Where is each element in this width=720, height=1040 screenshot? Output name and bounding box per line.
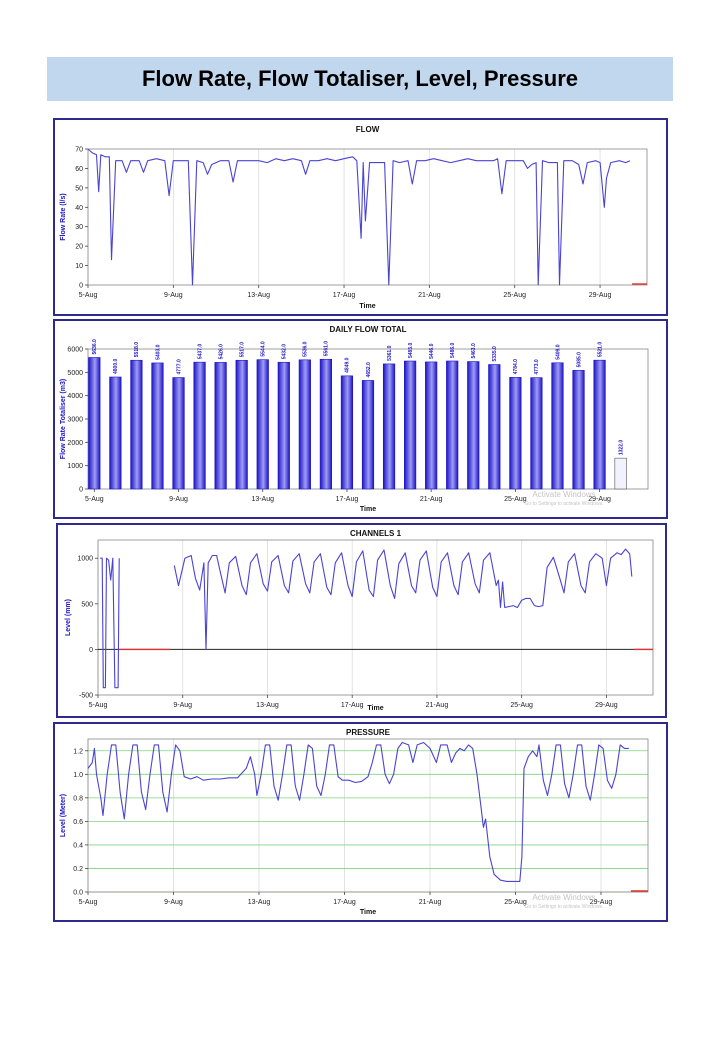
watermark-line1: Activate Windows <box>532 490 596 499</box>
x-tick-label: 17-Aug <box>340 702 364 709</box>
bar-data-label: 5463.0 <box>471 343 478 359</box>
daily-flow-total-chart-panel <box>53 319 668 519</box>
series-line <box>88 743 629 882</box>
bar <box>173 378 185 489</box>
bar-data-label: 5403.0 <box>155 344 162 360</box>
chart-title: FLOW <box>355 125 380 134</box>
y-tick-label: 20 <box>75 243 83 251</box>
x-axis-label: Time <box>367 705 384 712</box>
bar-data-label: 4773.0 <box>534 359 541 375</box>
x-axis-label: Time <box>359 506 377 513</box>
bar <box>362 380 374 489</box>
bar <box>194 362 206 489</box>
bar-data-label: 4784.0 <box>513 359 520 375</box>
y-tick-label: 500 <box>81 601 93 609</box>
x-tick-label: 25-Aug <box>504 496 527 503</box>
bar <box>531 378 543 489</box>
bar <box>257 360 269 489</box>
watermark-line1: Activate Windows <box>532 893 596 902</box>
bar-data-label: 5085.0 <box>576 352 583 368</box>
bar-data-label: 5432.0 <box>281 343 288 360</box>
bar-data-label: 5517.0 <box>239 341 246 358</box>
page-title-banner <box>47 57 673 101</box>
y-tick-label: 0 <box>89 646 93 654</box>
chart-title: PRESSURE <box>345 728 391 737</box>
daily-flow-total-chart <box>55 321 666 517</box>
x-tick-label: 17-Aug <box>333 899 356 906</box>
bar <box>489 365 501 489</box>
x-tick-label: 9-Aug <box>163 292 183 299</box>
bar <box>89 357 101 489</box>
y-tick-label: 50 <box>75 185 83 193</box>
bar <box>404 361 416 489</box>
x-tick-label: 9-Aug <box>164 899 183 906</box>
bar-data-label: 4849.0 <box>344 357 351 373</box>
y-tick-label: 30 <box>75 224 83 232</box>
bar-data-label: 5561.0 <box>323 340 330 357</box>
y-tick-label: 1000 <box>67 463 83 471</box>
bar-data-label: 5361.0 <box>386 345 393 361</box>
x-tick-label: 17-Aug <box>335 496 359 503</box>
bar <box>320 359 332 489</box>
bar-data-label: 5518.0 <box>134 341 141 358</box>
x-tick-label: 25-Aug <box>503 292 527 299</box>
bar <box>594 360 606 489</box>
x-tick-label: 5-Aug <box>88 702 108 709</box>
bar-data-label: 1322.0 <box>618 439 625 456</box>
x-tick-label: 29-Aug <box>589 899 613 906</box>
bar <box>552 363 564 489</box>
y-tick-label: -500 <box>78 692 93 700</box>
y-tick-label: 1.0 <box>73 771 83 779</box>
bar <box>131 360 143 489</box>
x-tick-label: 13-Aug <box>247 899 271 906</box>
x-tick-label: 13-Aug <box>247 292 270 299</box>
y-tick-label: 0.0 <box>73 889 83 897</box>
watermark-line2: Go to Settings to activate Windows. <box>524 501 604 507</box>
channels-chart-panel <box>56 523 667 718</box>
y-tick-label: 60 <box>75 165 83 173</box>
x-tick-label: 25-Aug <box>510 702 533 709</box>
bar <box>467 362 479 489</box>
x-tick-label: 5-Aug <box>78 899 98 906</box>
bar <box>446 361 458 489</box>
series-line <box>88 149 630 285</box>
bar-data-label: 4800.0 <box>113 358 120 374</box>
y-tick-label: 10 <box>75 263 83 271</box>
y-tick-label: 1000 <box>77 555 93 563</box>
plot-area-frame <box>98 540 653 695</box>
flow-chart-panel <box>53 118 668 316</box>
y-tick-label: 0.8 <box>73 795 83 803</box>
x-tick-label: 9-Aug <box>173 702 193 709</box>
bar <box>110 377 122 489</box>
pressure-chart-panel <box>53 722 668 922</box>
bar <box>383 364 395 489</box>
bar <box>215 362 227 489</box>
channels-level-chart <box>58 525 665 716</box>
x-tick-label: 13-Aug <box>251 496 275 503</box>
y-tick-label: 1.2 <box>73 748 83 756</box>
bar-data-label: 5335.0 <box>492 346 499 362</box>
series-line <box>174 549 632 649</box>
bar <box>425 362 437 489</box>
y-tick-label: 4000 <box>67 393 83 401</box>
bar-data-label: 4777.0 <box>176 359 183 375</box>
bar <box>615 458 627 489</box>
y-axis-label: Level (mm) <box>65 599 72 636</box>
bar <box>573 370 585 489</box>
y-tick-label: 0.2 <box>73 865 83 873</box>
y-tick-label: 0 <box>79 486 83 494</box>
pressure-chart <box>55 724 666 920</box>
x-tick-label: 21-Aug <box>418 292 441 299</box>
y-tick-label: 0.4 <box>73 842 83 850</box>
x-tick-label: 21-Aug <box>419 496 443 503</box>
bar-data-label: 5409.0 <box>555 344 562 360</box>
y-tick-label: 6000 <box>67 346 83 354</box>
x-tick-label: 9-Aug <box>169 496 188 503</box>
bar <box>299 360 311 489</box>
bar <box>278 362 290 489</box>
x-tick-label: 13-Aug <box>256 702 279 709</box>
x-axis-label: Time <box>359 909 377 916</box>
y-tick-label: 0.6 <box>73 818 83 826</box>
bar-data-label: 5426.0 <box>218 344 225 360</box>
flow-chart <box>55 120 666 314</box>
bar-data-label: 5485.0 <box>407 342 414 359</box>
y-axis-label: Flow Rate (l/s) <box>60 193 67 241</box>
y-axis-label: Flow Rate Totaliser (m3) <box>60 378 67 460</box>
x-tick-label: 21-Aug <box>418 899 442 906</box>
x-tick-label: 21-Aug <box>425 702 449 709</box>
plot-area-frame <box>88 739 648 892</box>
bar <box>152 363 164 489</box>
bar-data-label: 5446.0 <box>428 343 435 359</box>
x-tick-label: 17-Aug <box>332 292 356 299</box>
x-tick-label: 29-Aug <box>588 496 611 503</box>
bar <box>341 376 353 489</box>
watermark-line2: Go to Settings to activate Windows. <box>524 904 604 910</box>
page-title: Flow Rate, Flow Totaliser, Level, Pressure <box>141 66 579 91</box>
x-tick-label: 5-Aug <box>84 496 104 503</box>
bar-data-label: 5521.0 <box>597 341 604 358</box>
y-tick-label: 0 <box>79 282 83 290</box>
y-tick-label: 40 <box>75 204 83 212</box>
x-tick-label: 5-Aug <box>78 292 98 299</box>
bar-data-label: 5486.0 <box>450 342 457 358</box>
bar-data-label: 5636.0 <box>92 339 99 355</box>
chart-title: DAILY FLOW TOTAL <box>329 325 407 334</box>
x-tick-label: 29-Aug <box>588 292 612 299</box>
bar <box>236 360 248 489</box>
chart-title: CHANNELS 1 <box>349 529 402 538</box>
y-tick-label: 3000 <box>67 416 83 424</box>
bar-data-label: 4652.0 <box>365 362 372 378</box>
x-axis-label: Time <box>359 303 376 310</box>
y-tick-label: 5000 <box>67 369 83 377</box>
y-axis-label: Level (Meter) <box>60 793 67 838</box>
series-line <box>100 558 119 688</box>
bar <box>510 377 522 489</box>
bar-data-label: 5544.0 <box>260 341 267 357</box>
x-tick-label: 25-Aug <box>504 899 527 906</box>
y-tick-label: 2000 <box>67 439 83 447</box>
x-tick-label: 29-Aug <box>595 702 618 709</box>
y-tick-label: 70 <box>75 146 83 154</box>
bar-data-label: 5536.0 <box>302 341 309 357</box>
bar-data-label: 5437.0 <box>197 343 204 360</box>
